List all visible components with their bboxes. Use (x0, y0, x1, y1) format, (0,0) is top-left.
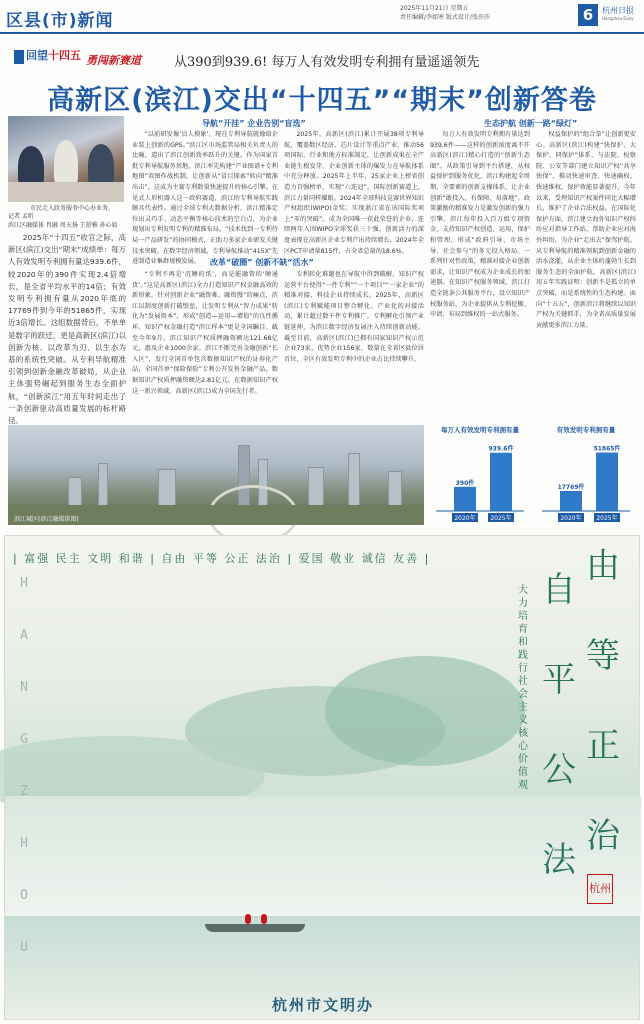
header-meta (400, 4, 490, 22)
hangzhou-letter: G (20, 732, 28, 747)
chart-per-10k-patents (430, 425, 530, 525)
chart-data-label: 17769件 (557, 483, 585, 491)
section-text-2: “专利不再是‘沉睡的纸’，而是能融资的‘硬通货’。”这是高新区(滨江)全力打造知识产权金融高效的新形象。针对创新企业“融资难、融资慢”的痛点，滨江以制度创新打破壁垒，让发明专利从“智力成果”转化为“发展资本”，形成“创造—运用—增值”的良性循环。知识产权金融打造“滨江样本”更是全国瞩目。截至今年9月，滨江知识产权质押融资额达121.68亿元，惠及企业1000余家。滨江不断完善金融创新“长入区”，发行全国首单包含数据知识产权的证券化产品，全国首单“保险保险”专利公开发售金融产品，数据知识产权质押融资额达2.81亿元。在数据知识产权这一新兴领域，高新区(滨江)成为全国先行者。 (132, 271, 278, 395)
newspaper-logo-en: Hangzhou Daily (602, 16, 634, 21)
flag-icon (14, 50, 24, 64)
service-center-photo (8, 116, 124, 202)
rower-icon (245, 914, 251, 924)
chart-title: 每万人有效发明专利拥有量 (441, 426, 519, 434)
chart-tick-label: 2020年 (454, 515, 476, 522)
hangzhou-letter: H (20, 576, 28, 591)
page-header (0, 0, 644, 34)
chart-svg (430, 437, 530, 525)
value-char: 等 (586, 636, 620, 676)
section-text-6: 权益保护的“组合拳”让创新更安心。高新区(滨江)构建“快保护、大保护、同保护”体系，与法院、检察院、公安等部门建立知识产权“共享快保”，推动快速审查、快速确权、快速维权，保护效能显著提升，今年以来，受理知识产权案件同比大幅增长，维护了企业合法权益。在国际化保护方面，滨江建立海外知识产权纠纷应对指导工作站，帮助企业应对海外纠纷，为企业“走出去”保驾护航。从专利导航的精准领航到创新金融的活水浇灌，从企业主体的蓬勃生长到服务生态的全面护航，高新区(滨江)用五年实践证明：创新不是孤立的单点突破，而是系统性的生态构建。面向“十五五”，创新滨江将继续以知识产权为关键抓手，为全省高质量发展贡献更多滨江力量。 (536, 131, 636, 329)
chart-bar (454, 487, 476, 511)
chart-svg (536, 437, 636, 525)
core-values-slogan: | 富强 民主 文明 和谐 | 自由 平等 公正 法治 | 爱国 敬业 诚信 友善 | (13, 552, 431, 565)
poster-organization: 杭州市文明办 (271, 996, 374, 1014)
section-text-3: 2025年，高新区(滨江)累计开展38项专利导航，覆盖数区经济、芯片设计等重点产业，推动56项国际、行业和地方标准制定，让创新成果在全产业链生根发芽。企业创新主体的爆发力在导航体系中充分释放。2025年上半年，25家企业上榜省创造力百强榜单，实现“六连冠”。国际创新赛道上，滨江力量同样耀眼。2024年全球科技竞赛世界知识产权组织(WIPO)金奖；实现浙江省在该国际奖项上“零的突破”。成为全国唯一获此荣誉的企业，连续两年入围WIPO全球奖获三十强。创新活力的深度表现在高新区企业专利产出持续增长。2024年全区PCT申请量815件，占全省总量的18.6%。 (284, 131, 424, 255)
kicker-part2: 勇闯新赛道 (86, 54, 141, 67)
section-name: 区县(市)新闻 (6, 11, 114, 31)
hangzhou-letter: Z (20, 784, 28, 799)
hangzhou-letter: O (20, 888, 28, 903)
hangzhou-letter: H (20, 836, 28, 851)
civic-values-poster (4, 535, 640, 1020)
value-char: 治 (586, 816, 620, 856)
hangzhou-letter: A (20, 628, 28, 643)
editors: 责任编辑/李如寒 版式设计/张莎莎 (400, 14, 490, 21)
value-char: 自 (542, 570, 576, 610)
chart-data-label: 390件 (455, 479, 475, 487)
chart-bar (596, 453, 618, 511)
boat-icon (205, 924, 305, 932)
red-seal-stamp: 杭州 (587, 874, 613, 904)
contributors: 滨江区融媒体 肖融 周天扬 王舒雅 孙心如 (8, 222, 118, 229)
value-char: 由 (586, 546, 620, 586)
chart-data-label: 939.6件 (488, 445, 514, 453)
section-text-1: “以前研发像‘盲人摸象’，现在专利导航就像给企业装上创新的GPS。”滨江区市场监管局相关负责人的比喻，道出了滨江创新效率跃升的关键。作为国家首批专利导航服务基地，滨江率先构建“产业图谱+专利地图”双图作战机制，让创新从“冒目探索”转向“精准出击”。这成为主赛专利数量快速提升的核心引擎。在见式人形机器人这一政府赛道，滨江的专利导航实践颇具代表性。通过全球专利大数据分析，滨江精准定位出灵巧手、动态平衡等核心技术的空白点，为企业规划出专利发明专利的精准布局。“技术找到一专利待局一产品研发”的协同模式，正助力多家企业研发关键技术突破。在数字经济领域，专利导航推动“415X”先进制造业集群规模发展。 (132, 131, 278, 266)
subheadline: 从390到939.6! 每万人有效发明专利拥有量遥遥领先 (174, 55, 480, 70)
byline (8, 212, 126, 230)
hangzhou-letter: N (20, 680, 28, 695)
value-char: 公 (542, 750, 576, 790)
chart-bar (560, 491, 582, 511)
photo-caption: 市民走入政务服务中心办业务。 (30, 205, 115, 212)
section-text-4: 专利转化难题也在导航中得到破解，知识产权运营平台使得“一件专利”“一个项目”“一家企业”的精准对接，科技企业持续成长。2025年，高新区(滨江)专利赋能项目整合孵化、产业化的对接活动，累计超过数千件专利推广，专利孵化引领产业链延伸，为滨江数字经济发展注入持续创新动能。截至目前，高新区(滨江)已拥有国家知识产权示范企业73家、优势企业156家，数量在全省区县位居首位，全区有效发明专利中的企业占比持续攀升。 (284, 271, 424, 363)
chart-bar (490, 453, 512, 511)
lead-paragraph: 2025年“十四五”收官之际，高新区(滨江)交出“期末”成绩单：每万人有效发明专利拥有量达939.6件，较2020年的390件实现2.4倍增长，是全省平均水平的14倍；有效发明专利拥有量从2020年底的17769件到今年的51865件，实现近3倍增长。这组数据背后，不单单是数字的跃迁，更是高新区(滨江)以创新为核、以改革为刃、以生态为基的系统性突破。从专利导航精准引领到创新金融改革破局，从企业主体强势崛起到服务生态全面护航，“创新滨江”用五年时间走出了一条创新驱动高质量发展的标杆路径。 (8, 233, 126, 426)
section-text-5: 每万人有效发明专利拥有量达到939.6件——这样的创新浓度离不开高新区(滨江)精心打造的“创新生态圈”。从政策引导到平台搭建，从权益保护到服务优化，滨江构建起全周期、全要素的创新支撑体系，让企业创新“敢投入、有保障、易落地”。政策激励的精准发力是激发创新的强力引擎。滨江每年投入百万级专项资金，支持知识产权创造、运用、保护和管理，形成“政府引导、市场主导、社会参与”的多元投入格局。一系列针对性政策，精准对接企业创新需求，让知识产权成为企业成长的加速器。在知识产权服务领域，滨江打造全链条公共服务平台，设立知识产权服务站，为企业提供从专利挖掘、申请、布局到维权的一站式服务。 (430, 131, 530, 319)
chart-tick-label: 2025年 (490, 515, 512, 522)
newspaper-logo: 杭州日报 (602, 6, 634, 15)
kicker-part1: 回望十四五 (26, 49, 81, 62)
city-photo-caption: 滨江城区(滨江融媒供图) (14, 516, 79, 523)
issue-date: 2025年11月21日 星期五 (400, 5, 469, 12)
chart-tick-label: 2025年 (596, 515, 618, 522)
value-char: 平 (542, 660, 576, 700)
value-char: 法 (542, 840, 576, 880)
section-title-5: 生态护航 创新一路“绿灯” (484, 119, 578, 128)
hangzhou-letter: U (20, 940, 28, 955)
chart-title: 有效发明专利拥有量 (556, 426, 616, 434)
value-char: 正 (586, 726, 620, 766)
headline: 高新区(滨江)交出“十四五”“期末”创新答卷 (47, 85, 597, 116)
rower-icon (261, 914, 267, 924)
column-kicker (10, 47, 160, 73)
chart-tick-label: 2020年 (560, 515, 582, 522)
reporter: 记者 孟昕 (8, 213, 34, 220)
section-title-1: 导航“开挂” 企业告别“盲选” (202, 119, 306, 128)
section-title-2: 改革“破圈” 创新不缺“活水” (210, 258, 314, 267)
chart-total-patents (536, 425, 636, 525)
chart-data-label: 51865件 (593, 445, 621, 453)
city-aerial-photo (8, 425, 424, 525)
vertical-subtitle: 大力培育和践行社会主义核心价值观 (518, 585, 528, 791)
page-number: 6 (578, 4, 598, 26)
